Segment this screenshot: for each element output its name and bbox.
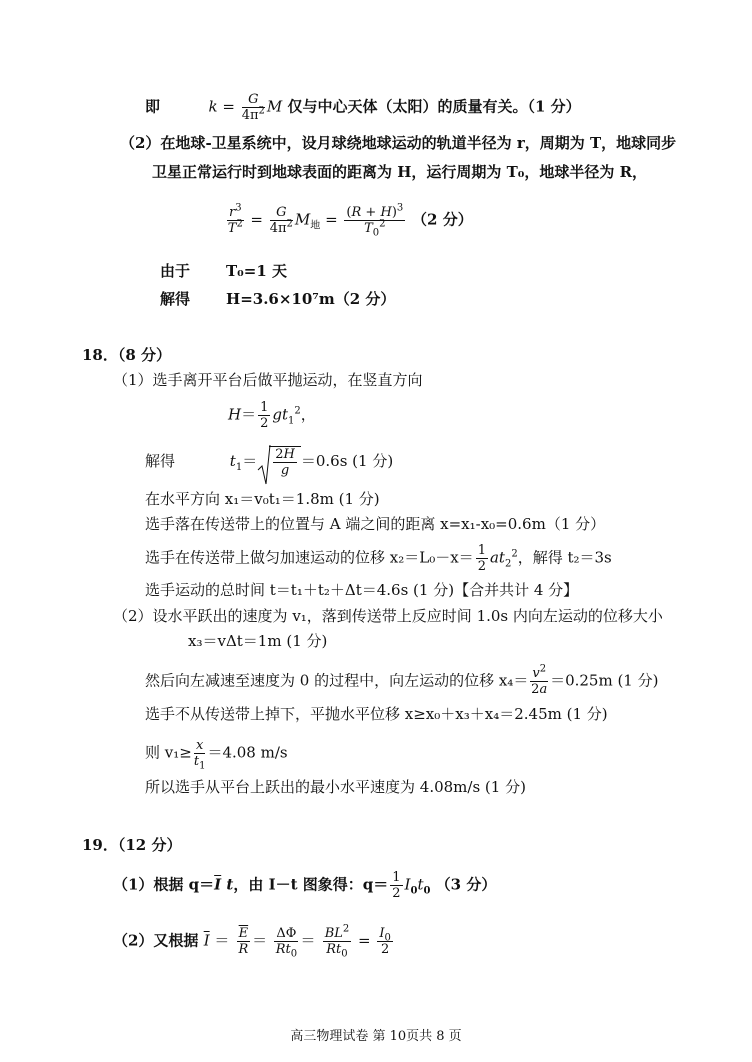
formula-t1: 解得 $t_1=$ $\frac{2H}{g}$ ＝0.6s (1 分) [145,446,393,478]
formula-kepler-earth: $\frac{r^3}{T^2}$ = $\frac{G}{4\pi^2}$ $M_地$ = $\frac{(R + H)^3}{T_0^2}$ （2 分） [227,202,473,239]
q18-distance-a: 选手落在传送带上的位置与 A 端之间的距离 x=x₁-x₀=0.6m（1 分） [145,515,606,533]
formula-g-over-4pi2: $\frac{G}{4\pi^2}$ [241,92,265,123]
q18-conclusion: 所以选手从平台上跃出的最小水平速度为 4.08m/s (1 分) [145,778,526,796]
line-solve-h: 解得 H=3.6×10⁷m（2 分） [160,290,396,308]
line-since: 由于 T₀=1 天 [160,262,287,280]
q18-x4: 然后向左减速至速度为 0 的过程中，向左运动的位移 x₄＝ $\frac{v^2}{2a}$ ＝0.25m (1 分) [145,663,659,697]
q18-total-time: 选手运动的总时间 t＝t₁＋t₂＋Δt＝4.6s (1 分)【合并共计 4 分】 [145,581,579,599]
q18-part1-intro: （1）选手离开平台后做平抛运动，在竖直方向 [113,371,423,389]
text-l1b: 仅与中心天体（太阳）的质量有关。（1 分） [287,97,581,116]
line-earth-satellite: （2）在地球-卫星系统中，设月球绕地球运动的轨道半径为 r，周期为 T，地球同步 [120,134,677,152]
question-19-heading: 19．（12 分） [82,836,182,854]
q19-part2: （2）又根据 $\overline{I}$ ＝ $\frac{\overline{E}}{R}$ ＝ $\frac{\Delta\Phi}{Rt_0}$ ＝ $\frac{BL^2}{Rt_0}$ = $\frac{I_0}{2}$ [113,923,391,960]
q18-x3: x₃＝vΔt＝1m (1 分) [188,632,328,650]
score-2: （2 分） [412,210,473,229]
q18-no-fall: 选手不从传送带上掉下，平抛水平位移 x≥x₀＋x₃＋x₄＝2.45m (1 分) [145,705,608,723]
q19-part1: （1）根据 $q=\overline{I}$ t，由 I－t 图象得：q＝ $\frac{1}{2}$ $I_0t_0$ （3 分） [113,870,497,901]
question-18-heading: 18．（8 分） [82,346,172,364]
q18-v1-min: 则 v₁≥ $\frac{x}{t_1}$ ＝4.08 m/s [145,738,288,772]
q18-horizontal: 在水平方向 x₁＝v₀t₁＝1.8m (1 分) [145,490,380,508]
line-kepler-constant: 即 k = $\frac{G}{4\pi^2}$ M 仅与中心天体（太阳）的质量有关。（1 分） [145,92,581,123]
text-ji: 即 [145,97,161,116]
page-footer: 高三物理试卷 第 10页共 8 页 [290,1029,462,1044]
formula-h-half-g-t2: H＝ $\frac{1}{2}$ $gt_1^2$， [228,400,316,431]
q18-part2-intro: （2）设水平跃出的速度为 v₁，落到传送带上反应时间 1.0s 内向左运动的位移大小 [113,607,663,625]
line-satellite-params: 卫星正常运行时到地球表面的距离为 H，运行周期为 T₀，地球半径为 R， [152,163,648,181]
q18-accel-displacement: 选手在传送带上做匀加速运动的位移 x₂＝L₀－x＝ $\frac{1}{2}$ $at_2^2$，解得 t₂＝3s [145,543,612,574]
